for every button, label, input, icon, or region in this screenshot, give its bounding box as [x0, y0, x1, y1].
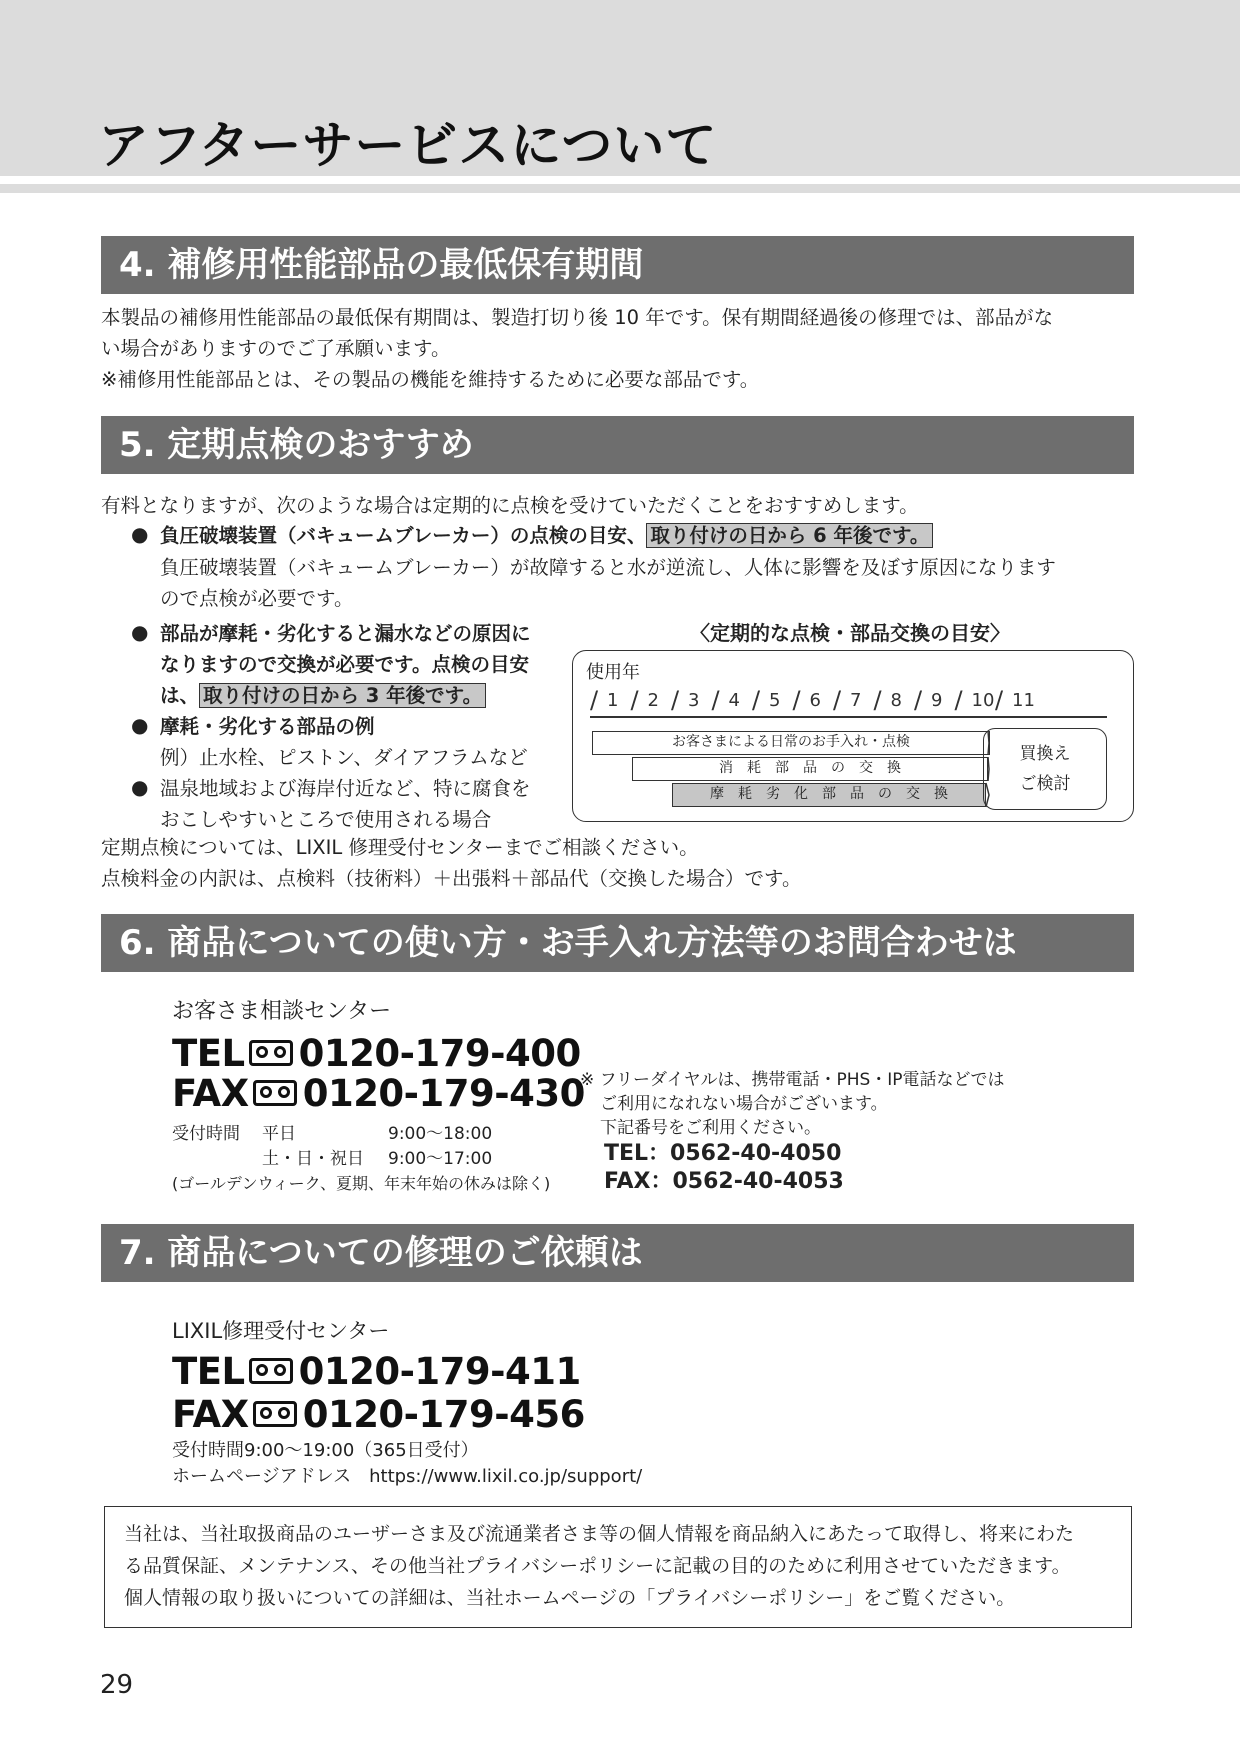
title-divider: [0, 184, 1240, 193]
sec7-hours: 受付時間9:00〜19:00（365日受付）: [172, 1440, 479, 1461]
diagram-timeline: [590, 716, 1107, 718]
privacy-line-1: 当社は、当社取扱商品のユーザーさま及び流通業者さま等の個人情報を商品納入にあたって取得し、将来にわた: [124, 1523, 1075, 1545]
sec5-b4-line-1: 温泉地域および海岸付近など、特に腐食を: [160, 777, 531, 800]
sec6-fax-number: 0120-179-430: [302, 1072, 585, 1115]
sec6-alt-tel: TEL：0562-40-4050: [604, 1141, 842, 1166]
sec5-b2-line-1: 部品が摩耗・劣化すると漏水などの原因に: [160, 622, 531, 645]
sec5-b3-title: 摩耗・劣化する部品の例: [160, 715, 375, 738]
sec7-center-name: LIXIL修理受付センター: [172, 1319, 390, 1343]
sec6-alt-fax: FAX：0562-40-4053: [604, 1169, 844, 1194]
sec6-tel-label: TEL: [172, 1032, 245, 1075]
sec5-b2-line-3: [160, 680, 486, 711]
freedial-icon: [253, 1080, 297, 1106]
diagram-title: 〈定期的な点検・部品交換の目安〉: [690, 621, 1010, 645]
sec6-fax: [172, 1072, 585, 1115]
bar-daily-care: お客さまによる日常のお手入れ・点検: [592, 731, 990, 755]
sec5-b1-lead: 負圧破壊装置（バキュームブレーカー）の点検の目安、: [160, 524, 647, 547]
sec6-free-note-2: ご利用になれない場合がございます。: [600, 1094, 888, 1114]
freedial-icon: [249, 1040, 293, 1066]
privacy-line-3: 個人情報の取り扱いについての詳細は、当社ホームページの「プライバシーポリシー」をご覧ください。: [124, 1587, 1016, 1609]
bar-consumable-parts: 消 耗 部 品 の 交 換: [632, 757, 988, 781]
year-tick-label: 7: [850, 690, 862, 711]
sec5-intro: 有料となりますが、次のような場合は定期的に点検を受けていただくことをおすすめします。: [101, 494, 919, 517]
year-slash: /: [590, 686, 599, 714]
freedial-icon: [249, 1358, 293, 1384]
sec6-tel-number: 0120-179-400: [298, 1032, 581, 1075]
year-slash: /: [752, 686, 761, 714]
sec5-outro-1: 定期点検については、LIXIL 修理受付センターまでご相談ください。: [101, 836, 699, 859]
year-tick-label: 10: [971, 690, 995, 711]
year-tick-label: 9: [931, 690, 943, 711]
sec6-free-note-1: ※ フリーダイヤルは、携帯電話・PHS・IP電話などでは: [580, 1070, 1005, 1090]
section-7-heading: 7. 商品についての修理のご依頼は: [101, 1224, 1134, 1282]
diagram-years-label: 使用年: [586, 662, 640, 683]
year-slash: /: [995, 686, 1004, 714]
sec7-fax-number: 0120-179-456: [302, 1393, 585, 1436]
replace-line-1: 買換え: [1019, 744, 1071, 764]
bullet-3: ●: [131, 713, 149, 737]
year-tick-label: 2: [647, 690, 659, 711]
sec6-weekend-label: 土・日・祝日: [262, 1149, 364, 1169]
sec6-hours-note: (ゴールデンウィーク、夏期、年末年始の休みは除く): [172, 1174, 551, 1193]
sec6-weekday-label: 平日: [262, 1124, 296, 1144]
year-tick-label: 8: [890, 690, 902, 711]
replace-line-2: ご検討: [1019, 774, 1071, 794]
sec6-free-note-3: 下記番号をご利用ください。: [600, 1118, 821, 1138]
sec7-fax: [172, 1393, 585, 1436]
section-5-heading: 5. 定期点検のおすすめ: [101, 416, 1134, 474]
year-slash: /: [833, 686, 842, 714]
sec5-b1-desc-1: 負圧破壊装置（バキュームブレーカー）が故障すると水が逆流し、人体に影響を及ぼす原因になります: [160, 556, 1056, 579]
year-slash: /: [954, 686, 963, 714]
sec4-line-2: い場合がありますのでご了承願います。: [101, 337, 451, 360]
year-slash: /: [792, 686, 801, 714]
sec7-tel: [172, 1350, 581, 1393]
bullet-2: ●: [131, 620, 149, 644]
sec5-b2-highlight: 取り付けの日から 3 年後です。: [199, 683, 486, 708]
sec7-fax-label: FAX: [172, 1393, 249, 1436]
sec6-center-name: お客さま相談センター: [172, 999, 392, 1024]
sec4-line-1: 本製品の補修用性能部品の最低保有期間は、製造打切り後 10 年です。保有期間経過後の修理では、部品がな: [101, 306, 1054, 329]
freedial-icon: [253, 1401, 297, 1427]
sec5-b1-desc-2: ので点検が必要です。: [160, 587, 354, 610]
sec5-b4-line-2: おこしやすいところで使用される場合: [160, 808, 492, 831]
sec5-b2-line-2: なりますので交換が必要です。点検の目安: [160, 653, 529, 676]
page-title: アフターサービスについて: [98, 117, 718, 176]
page-number: 29: [100, 1670, 134, 1700]
year-slash: /: [630, 686, 639, 714]
sec6-hours-label: 受付時間: [172, 1124, 240, 1144]
year-tick-label: 3: [688, 690, 700, 711]
sec7-tel-number: 0120-179-411: [298, 1350, 581, 1393]
year-slash: /: [711, 686, 720, 714]
sec7-tel-label: TEL: [172, 1350, 245, 1393]
bullet-4: ●: [131, 775, 149, 799]
sec6-fax-label: FAX: [172, 1072, 249, 1115]
sec4-line-3: ※補修用性能部品とは、その製品の機能を維持するために必要な部品です。: [101, 368, 760, 391]
privacy-line-2: る品質保証、メンテナンス、その他当社プライバシーポリシーに記載の目的のために利用させていただきます。: [124, 1555, 1071, 1577]
bar-worn-parts: 摩 耗 劣 化 部 品 の 交 換: [672, 783, 986, 807]
sec6-tel: [172, 1032, 581, 1075]
sec5-outro-2: 点検料金の内訳は、点検料（技術料）＋出張料＋部品代（交換した場合）です。: [101, 867, 802, 890]
sec5-b1-line: [160, 520, 933, 551]
sec5-b2-lead: は、: [160, 684, 200, 707]
year-tick-label: 11: [1012, 690, 1035, 711]
year-tick-label: 1: [607, 690, 619, 711]
year-tick-label: 5: [769, 690, 781, 711]
bullet-1: ●: [131, 522, 149, 546]
year-tick-label: 6: [809, 690, 821, 711]
year-slash: /: [671, 686, 680, 714]
sec5-b1-highlight: 取り付けの日から 6 年後です。: [646, 523, 933, 548]
sec7-homepage: ホームページアドレス https://www.lixil.co.jp/support/: [172, 1466, 643, 1487]
sec6-weekend-hours: 9:00〜17:00: [388, 1149, 493, 1169]
replace-consider-box: [983, 728, 1107, 810]
year-slash: /: [873, 686, 882, 714]
sec6-weekday-hours: 9:00〜18:00: [388, 1124, 493, 1144]
year-tick-label: 4: [728, 690, 740, 711]
year-slash: /: [914, 686, 923, 714]
sec5-b3-example: 例）止水栓、ピストン、ダイアフラムなど: [160, 746, 528, 769]
section-6-heading: 6. 商品についての使い方・お手入れ方法等のお問合わせは: [101, 914, 1134, 972]
section-4-heading: 4. 補修用性能部品の最低保有期間: [101, 236, 1134, 294]
